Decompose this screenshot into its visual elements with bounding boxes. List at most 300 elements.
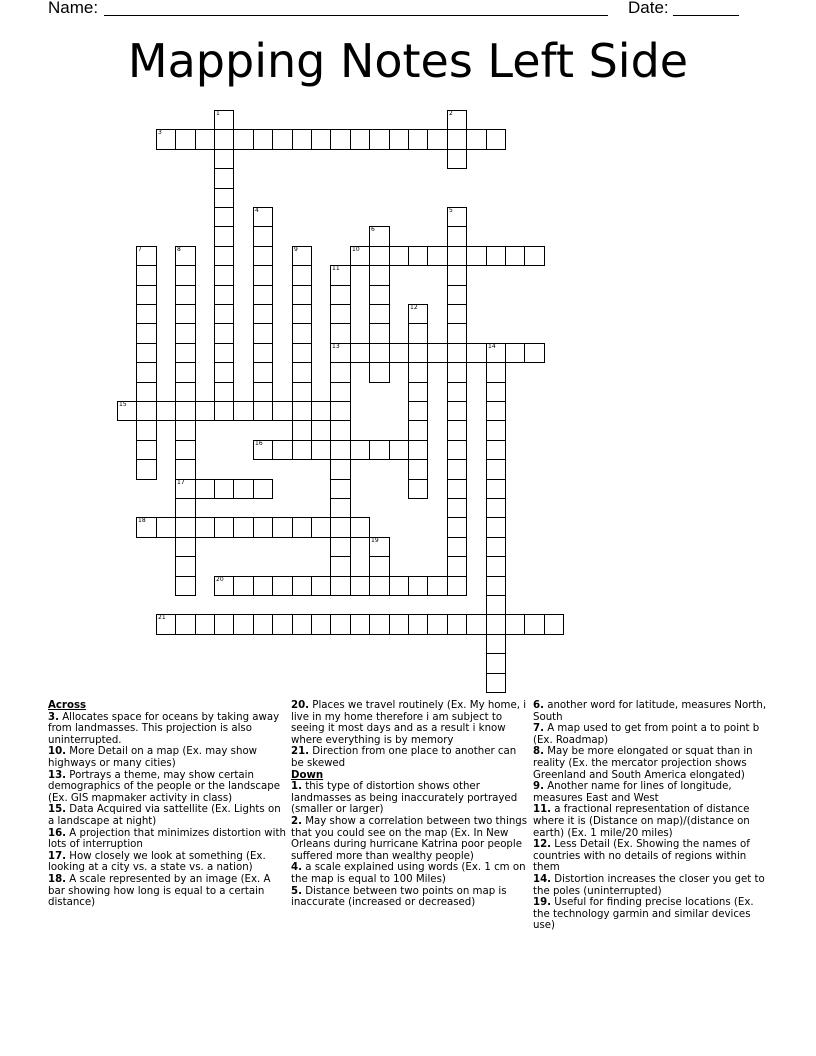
crossword-cell[interactable] bbox=[447, 323, 467, 344]
clue-item bbox=[48, 874, 288, 909]
crossword-cell[interactable] bbox=[408, 479, 428, 499]
crossword-cell[interactable] bbox=[136, 285, 157, 305]
clue-item bbox=[291, 746, 531, 769]
clue-item-number: 17. bbox=[48, 850, 67, 862]
clue-section-heading: Across bbox=[48, 700, 87, 711]
clue-item-text: Less Detail (Ex. Showing the names of countries with no details of regions within them bbox=[533, 839, 750, 874]
crossword-cell[interactable] bbox=[330, 440, 351, 460]
crossword-cell[interactable] bbox=[214, 304, 234, 324]
crossword-cell[interactable] bbox=[195, 614, 215, 635]
crossword-cell[interactable] bbox=[486, 595, 506, 615]
crossword-cell[interactable] bbox=[253, 343, 273, 363]
clue-item bbox=[533, 746, 773, 781]
crossword-cell[interactable] bbox=[311, 440, 331, 460]
crossword-cell[interactable] bbox=[486, 479, 506, 499]
crossword-cell[interactable] bbox=[350, 343, 370, 363]
crossword-cell[interactable] bbox=[214, 576, 234, 596]
clue-item-number: 20. bbox=[291, 700, 310, 711]
crossword-cell[interactable] bbox=[350, 614, 370, 635]
crossword-cell[interactable] bbox=[175, 362, 196, 383]
crossword-cell[interactable] bbox=[292, 517, 312, 538]
crossword-cell[interactable] bbox=[175, 517, 196, 538]
crossword-cell[interactable] bbox=[175, 246, 196, 266]
crossword-cell[interactable] bbox=[156, 517, 176, 538]
crossword-cell[interactable] bbox=[447, 207, 467, 227]
crossword-cell[interactable] bbox=[175, 440, 196, 460]
crossword-cell[interactable] bbox=[447, 362, 467, 383]
crossword-cell[interactable] bbox=[369, 323, 390, 344]
crossword-cell[interactable] bbox=[136, 265, 157, 286]
crossword-cell[interactable] bbox=[466, 614, 487, 635]
crossword-cell[interactable] bbox=[486, 614, 506, 635]
crossword-cell[interactable] bbox=[330, 537, 351, 557]
clue-number: 3 bbox=[158, 129, 162, 136]
crossword-cell[interactable] bbox=[447, 304, 467, 324]
crossword-cell[interactable] bbox=[136, 304, 157, 324]
crossword-cell[interactable] bbox=[253, 440, 273, 460]
crossword-cell[interactable] bbox=[330, 517, 351, 538]
crossword-cell[interactable] bbox=[389, 614, 409, 635]
crossword-cell[interactable] bbox=[311, 401, 331, 421]
crossword-cell[interactable] bbox=[447, 614, 467, 635]
crossword-cell[interactable] bbox=[330, 479, 351, 499]
crossword-cell[interactable] bbox=[369, 576, 390, 596]
crossword-cell[interactable] bbox=[505, 614, 525, 635]
crossword-cell[interactable] bbox=[253, 517, 273, 538]
crossword-cell[interactable] bbox=[427, 614, 448, 635]
crossword-cell[interactable] bbox=[369, 343, 390, 363]
crossword-cell[interactable] bbox=[253, 226, 273, 247]
crossword-cell[interactable] bbox=[233, 614, 254, 635]
clue-number: 12 bbox=[410, 304, 418, 311]
crossword-cell[interactable] bbox=[369, 226, 390, 247]
clue-item-number: 4. bbox=[291, 862, 302, 874]
clue-number: 16 bbox=[255, 440, 263, 447]
clue-item bbox=[291, 816, 531, 862]
clue-item-number: 10. bbox=[48, 746, 67, 758]
crossword-cell[interactable] bbox=[117, 401, 137, 421]
clue-number: 20 bbox=[216, 576, 224, 583]
crossword-cell[interactable] bbox=[253, 401, 273, 421]
crossword-cell[interactable] bbox=[330, 576, 351, 596]
crossword-cell[interactable] bbox=[136, 343, 157, 363]
crossword-cell[interactable] bbox=[214, 226, 234, 247]
crossword-cell[interactable] bbox=[195, 129, 215, 150]
crossword-cell[interactable] bbox=[369, 362, 390, 383]
crossword-cell[interactable] bbox=[272, 614, 293, 635]
crossword-cell[interactable] bbox=[544, 614, 564, 635]
crossword-cell[interactable] bbox=[214, 207, 234, 227]
crossword-cell[interactable] bbox=[156, 614, 176, 635]
clue-item-number: 2. bbox=[291, 815, 302, 827]
crossword-cell[interactable] bbox=[214, 382, 234, 402]
crossword-cell[interactable] bbox=[447, 382, 467, 402]
clue-item-number: 3. bbox=[48, 711, 59, 723]
crossword-cell[interactable] bbox=[447, 226, 467, 247]
crossword-cell[interactable] bbox=[427, 576, 448, 596]
crossword-cell[interactable] bbox=[292, 129, 312, 150]
clue-number: 9 bbox=[294, 246, 298, 253]
clue-number: 17 bbox=[177, 479, 185, 486]
crossword-cell[interactable] bbox=[330, 614, 351, 635]
crossword-cell[interactable] bbox=[233, 479, 254, 499]
crossword-cell[interactable] bbox=[233, 129, 254, 150]
crossword-cell[interactable] bbox=[486, 401, 506, 421]
crossword-cell[interactable] bbox=[447, 576, 467, 596]
crossword-cell[interactable] bbox=[389, 576, 409, 596]
clue-item-text: a fractional representation of distance where it is (Distance on map)/(distance on earth) (Ex. 1 mile/20 miles) bbox=[533, 804, 750, 839]
crossword-cell[interactable] bbox=[175, 304, 196, 324]
crossword-cell[interactable] bbox=[486, 634, 506, 654]
clue-number: 18 bbox=[138, 517, 146, 524]
clue-item bbox=[291, 700, 531, 746]
crossword-cell[interactable] bbox=[253, 323, 273, 344]
crossword-cell[interactable] bbox=[408, 440, 428, 460]
crossword-cell[interactable] bbox=[330, 459, 351, 480]
clue-item bbox=[533, 874, 773, 897]
crossword-cell[interactable] bbox=[292, 343, 312, 363]
crossword-cell[interactable] bbox=[408, 459, 428, 480]
crossword-cell[interactable] bbox=[369, 556, 390, 577]
clue-item-number: 11. bbox=[533, 804, 552, 816]
clue-section-heading: Down bbox=[291, 769, 324, 781]
clue-item bbox=[533, 804, 773, 839]
crossword-cell[interactable] bbox=[330, 285, 351, 305]
crossword-cell[interactable] bbox=[369, 304, 390, 324]
crossword-cell[interactable] bbox=[330, 304, 351, 324]
crossword-cell[interactable] bbox=[272, 401, 293, 421]
clue-item-number: 19. bbox=[533, 897, 552, 909]
clue-item-text: Another name for lines of longitude, measures East and West bbox=[533, 781, 732, 804]
crossword-cell[interactable] bbox=[486, 517, 506, 538]
crossword-cell[interactable] bbox=[253, 304, 273, 324]
crossword-cell[interactable] bbox=[486, 673, 506, 693]
crossword-cell[interactable] bbox=[175, 614, 196, 635]
crossword-cell[interactable] bbox=[447, 149, 467, 169]
crossword-cell[interactable] bbox=[447, 537, 467, 557]
crossword-cell[interactable] bbox=[350, 517, 370, 538]
crossword-cell[interactable] bbox=[505, 343, 525, 363]
page-title: Mapping Notes Left Side bbox=[127, 34, 689, 88]
crossword-cell[interactable] bbox=[253, 129, 273, 150]
crossword-cell[interactable] bbox=[486, 537, 506, 557]
clue-item-text: Distance between two points on map is inaccurate (increased or decreased) bbox=[291, 885, 507, 909]
crossword-cell[interactable] bbox=[214, 479, 234, 499]
crossword-cell[interactable] bbox=[292, 362, 312, 383]
crossword-cell[interactable] bbox=[486, 420, 506, 441]
crossword-cell[interactable] bbox=[408, 401, 428, 421]
crossword-cell[interactable] bbox=[292, 401, 312, 421]
crossword-cell[interactable] bbox=[195, 401, 215, 421]
crossword-cell[interactable] bbox=[447, 343, 467, 363]
crossword-cell[interactable] bbox=[311, 576, 331, 596]
crossword-cell[interactable] bbox=[389, 129, 409, 150]
crossword-cell[interactable] bbox=[369, 246, 390, 266]
crossword-cell[interactable] bbox=[408, 304, 428, 324]
crossword-cell[interactable] bbox=[447, 246, 467, 266]
crossword-cell[interactable] bbox=[214, 362, 234, 383]
crossword-cell[interactable] bbox=[447, 265, 467, 286]
crossword-cell[interactable] bbox=[427, 246, 448, 266]
crossword-cell[interactable] bbox=[272, 517, 293, 538]
crossword-cell[interactable] bbox=[447, 498, 467, 518]
crossword-cell[interactable] bbox=[486, 382, 506, 402]
crossword-cell[interactable] bbox=[253, 362, 273, 383]
clue-item bbox=[48, 804, 288, 827]
crossword-cell[interactable] bbox=[292, 323, 312, 344]
clue-item bbox=[533, 897, 773, 932]
crossword-cell[interactable] bbox=[214, 149, 234, 169]
crossword-cell[interactable] bbox=[389, 343, 409, 363]
clue-item-number: 1. bbox=[291, 781, 302, 793]
crossword-cell[interactable] bbox=[156, 129, 176, 150]
crossword-cell[interactable] bbox=[350, 576, 370, 596]
crossword-cell[interactable] bbox=[389, 246, 409, 266]
crossword-cell[interactable] bbox=[350, 246, 370, 266]
crossword-cell[interactable] bbox=[447, 129, 467, 150]
clue-number: 6 bbox=[371, 226, 375, 233]
crossword-cell[interactable] bbox=[214, 517, 234, 538]
clue-item-text: Portrays a theme, may show certain demographics of the people or the landscape (Ex. GIS mapmaker activity in class) bbox=[48, 769, 280, 804]
clue-item-text: another word for latitude, measures North, South bbox=[533, 700, 767, 723]
clues-column-3 bbox=[533, 700, 773, 932]
crossword-cell[interactable] bbox=[214, 343, 234, 363]
crossword-cell[interactable] bbox=[447, 459, 467, 480]
crossword-cell[interactable] bbox=[330, 556, 351, 577]
crossword-cell[interactable] bbox=[292, 265, 312, 286]
crossword-cell[interactable] bbox=[369, 265, 390, 286]
crossword-cell[interactable] bbox=[330, 129, 351, 150]
crossword-cell[interactable] bbox=[292, 614, 312, 635]
crossword-cell[interactable] bbox=[524, 246, 545, 266]
crossword-cell[interactable] bbox=[486, 129, 506, 150]
crossword-cell[interactable] bbox=[408, 382, 428, 402]
clue-item-text: A projection that minimizes distortion with lots of interruption bbox=[48, 827, 286, 851]
crossword-cell[interactable] bbox=[505, 246, 525, 266]
crossword-cell[interactable] bbox=[408, 576, 428, 596]
crossword-cell[interactable] bbox=[253, 614, 273, 635]
crossword-cell[interactable] bbox=[447, 110, 467, 130]
clue-item bbox=[291, 862, 531, 885]
clues-column-1 bbox=[48, 700, 288, 909]
crossword-cell[interactable] bbox=[175, 323, 196, 344]
crossword-cell[interactable] bbox=[330, 362, 351, 383]
crossword-cell[interactable] bbox=[136, 323, 157, 344]
crossword-cell[interactable] bbox=[175, 556, 196, 577]
clue-item-text: Allocates space for oceans by taking away from landmasses. This projection is also uninterrupted. bbox=[48, 711, 280, 746]
crossword-cell[interactable] bbox=[466, 343, 487, 363]
crossword-cell[interactable] bbox=[427, 343, 448, 363]
crossword-cell[interactable] bbox=[369, 537, 390, 557]
clue-item-number: 7. bbox=[533, 723, 544, 735]
clues-column-2 bbox=[291, 700, 531, 909]
crossword-cell[interactable] bbox=[330, 323, 351, 344]
crossword-cell[interactable] bbox=[408, 323, 428, 344]
crossword-cell[interactable] bbox=[214, 614, 234, 635]
crossword-cell[interactable] bbox=[408, 362, 428, 383]
clue-number: 14 bbox=[488, 343, 496, 350]
crossword-cell[interactable] bbox=[292, 304, 312, 324]
crossword-cell[interactable] bbox=[369, 440, 390, 460]
crossword-cell[interactable] bbox=[253, 576, 273, 596]
crossword-cell[interactable] bbox=[447, 440, 467, 460]
clue-item-text: a scale explained using words (Ex. 1 cm on the map is equal to 100 Miles) bbox=[291, 862, 526, 885]
crossword-cell[interactable] bbox=[292, 420, 312, 441]
crossword-cell[interactable] bbox=[369, 129, 390, 150]
crossword-cell[interactable] bbox=[175, 285, 196, 305]
clue-item-number: 6. bbox=[533, 700, 544, 711]
crossword-cell[interactable] bbox=[311, 614, 331, 635]
crossword-cell[interactable] bbox=[447, 285, 467, 305]
crossword-cell[interactable] bbox=[292, 246, 312, 266]
crossword-cell[interactable] bbox=[350, 129, 370, 150]
crossword-cell[interactable] bbox=[233, 576, 254, 596]
crossword-cell[interactable] bbox=[350, 440, 370, 460]
crossword-cell[interactable] bbox=[447, 401, 467, 421]
clue-item-text: More Detail on a map (Ex. may show highways or many cities) bbox=[48, 746, 258, 769]
crossword-cell[interactable] bbox=[136, 517, 157, 538]
crossword-cell[interactable] bbox=[311, 129, 331, 150]
clue-item-number: 18. bbox=[48, 873, 67, 885]
crossword-cell[interactable] bbox=[214, 285, 234, 305]
crossword-cell[interactable] bbox=[175, 343, 196, 363]
crossword-cell[interactable] bbox=[253, 285, 273, 305]
clue-item-number: 9. bbox=[533, 781, 544, 793]
crossword-cell[interactable] bbox=[408, 420, 428, 441]
crossword-cell[interactable] bbox=[136, 246, 157, 266]
clue-item-number: 5. bbox=[291, 885, 302, 897]
crossword-cell[interactable] bbox=[214, 323, 234, 344]
clue-item bbox=[533, 723, 773, 746]
crossword-cell[interactable] bbox=[447, 479, 467, 499]
crossword-cell[interactable] bbox=[253, 265, 273, 286]
crossword-cell[interactable] bbox=[233, 517, 254, 538]
crossword-cell[interactable] bbox=[214, 129, 234, 150]
crossword-cell[interactable] bbox=[136, 459, 157, 480]
crossword-cell[interactable] bbox=[486, 576, 506, 596]
crossword-cell[interactable] bbox=[292, 440, 312, 460]
crossword-cell[interactable] bbox=[427, 129, 448, 150]
clue-item-number: 15. bbox=[48, 804, 67, 816]
crossword-cell[interactable] bbox=[330, 382, 351, 402]
crossword-cell[interactable] bbox=[486, 440, 506, 460]
crossword-cell[interactable] bbox=[214, 265, 234, 286]
crossword-cell[interactable] bbox=[486, 343, 506, 363]
crossword-cell[interactable] bbox=[524, 614, 545, 635]
crossword-cell[interactable] bbox=[214, 246, 234, 266]
clue-item-text: Distortion increases the closer you get to the poles (uninterrupted) bbox=[533, 873, 765, 897]
crossword-cell[interactable] bbox=[486, 498, 506, 518]
crossword-cell[interactable] bbox=[292, 285, 312, 305]
crossword-cell[interactable] bbox=[292, 382, 312, 402]
crossword-cell[interactable] bbox=[272, 129, 293, 150]
crossword-cell[interactable] bbox=[272, 440, 293, 460]
crossword-cell[interactable] bbox=[214, 168, 234, 189]
crossword-cell[interactable] bbox=[175, 265, 196, 286]
clue-item-text: this type of distortion shows other landmasses as being inaccurately portrayed (smaller or larger) bbox=[291, 781, 518, 816]
crossword-cell[interactable] bbox=[447, 556, 467, 577]
crossword-cell[interactable] bbox=[524, 343, 545, 363]
crossword-cell[interactable] bbox=[330, 401, 351, 421]
crossword-cell[interactable] bbox=[466, 246, 487, 266]
crossword-cell[interactable] bbox=[136, 362, 157, 383]
crossword-cell[interactable] bbox=[447, 420, 467, 441]
clue-item-number: 21. bbox=[291, 746, 310, 758]
crossword-cell[interactable] bbox=[175, 401, 196, 421]
clue-item bbox=[533, 781, 773, 804]
crossword-cell[interactable] bbox=[136, 382, 157, 402]
crossword-cell[interactable] bbox=[486, 653, 506, 674]
crossword-cell[interactable] bbox=[447, 517, 467, 538]
crossword-cell[interactable] bbox=[486, 556, 506, 577]
clue-item bbox=[48, 746, 288, 769]
clue-item bbox=[48, 770, 288, 805]
crossword-cell[interactable] bbox=[253, 246, 273, 266]
clue-item bbox=[291, 886, 531, 909]
crossword-cell[interactable] bbox=[214, 110, 234, 130]
crossword-cell[interactable] bbox=[214, 188, 234, 208]
crossword-cell[interactable] bbox=[156, 401, 176, 421]
crossword-cell[interactable] bbox=[253, 207, 273, 227]
crossword-cell[interactable] bbox=[175, 420, 196, 441]
crossword-cell[interactable] bbox=[330, 420, 351, 441]
crossword-cell[interactable] bbox=[389, 440, 409, 460]
crossword-cell[interactable] bbox=[330, 498, 351, 518]
crossword-cell[interactable] bbox=[330, 343, 351, 363]
crossword-cell[interactable] bbox=[195, 479, 215, 499]
crossword-cell[interactable] bbox=[466, 129, 487, 150]
clue-item-text: Direction from one place to another can be skewed bbox=[291, 746, 517, 769]
crossword-cell[interactable] bbox=[253, 479, 273, 499]
crossword-cell[interactable] bbox=[175, 479, 196, 499]
crossword-cell[interactable] bbox=[330, 265, 351, 286]
crossword-cell[interactable] bbox=[175, 537, 196, 557]
crossword-cell[interactable] bbox=[408, 614, 428, 635]
crossword-cell[interactable] bbox=[369, 614, 390, 635]
crossword-cell[interactable] bbox=[175, 459, 196, 480]
crossword-cell[interactable] bbox=[214, 401, 234, 421]
clue-item-text: Data Acquired via sattellite (Ex. Lights on a landscape at night) bbox=[48, 804, 281, 827]
crossword-cell[interactable] bbox=[292, 576, 312, 596]
clue-item bbox=[48, 851, 288, 874]
crossword-cell[interactable] bbox=[486, 362, 506, 383]
crossword-cell[interactable] bbox=[136, 420, 157, 441]
crossword-cell[interactable] bbox=[408, 343, 428, 363]
crossword-cell[interactable] bbox=[175, 498, 196, 518]
crossword-cell[interactable] bbox=[175, 382, 196, 402]
crossword-cell[interactable] bbox=[486, 459, 506, 480]
clue-number: 21 bbox=[158, 614, 166, 621]
crossword-cell[interactable] bbox=[408, 246, 428, 266]
crossword-cell[interactable] bbox=[369, 285, 390, 305]
clue-item bbox=[291, 781, 531, 816]
crossword-cell[interactable] bbox=[486, 246, 506, 266]
crossword-cell[interactable] bbox=[253, 382, 273, 402]
crossword-cell[interactable] bbox=[136, 440, 157, 460]
crossword-cell[interactable] bbox=[195, 517, 215, 538]
crossword-cell[interactable] bbox=[272, 576, 293, 596]
clue-number: 2 bbox=[449, 110, 453, 117]
crossword-cell[interactable] bbox=[175, 576, 196, 596]
clue-item-text: Useful for finding precise locations (Ex. the technology garmin and similar devices use) bbox=[533, 897, 754, 932]
name-label: Name: bbox=[48, 0, 99, 17]
crossword-cell[interactable] bbox=[233, 401, 254, 421]
crossword-cell[interactable] bbox=[408, 129, 428, 150]
clue-item-text: How closely we look at something (Ex. looking at a city vs. a state vs. a nation) bbox=[48, 850, 266, 874]
crossword-cell[interactable] bbox=[136, 401, 157, 421]
crossword-cell[interactable] bbox=[175, 129, 196, 150]
crossword-cell[interactable] bbox=[311, 517, 331, 538]
